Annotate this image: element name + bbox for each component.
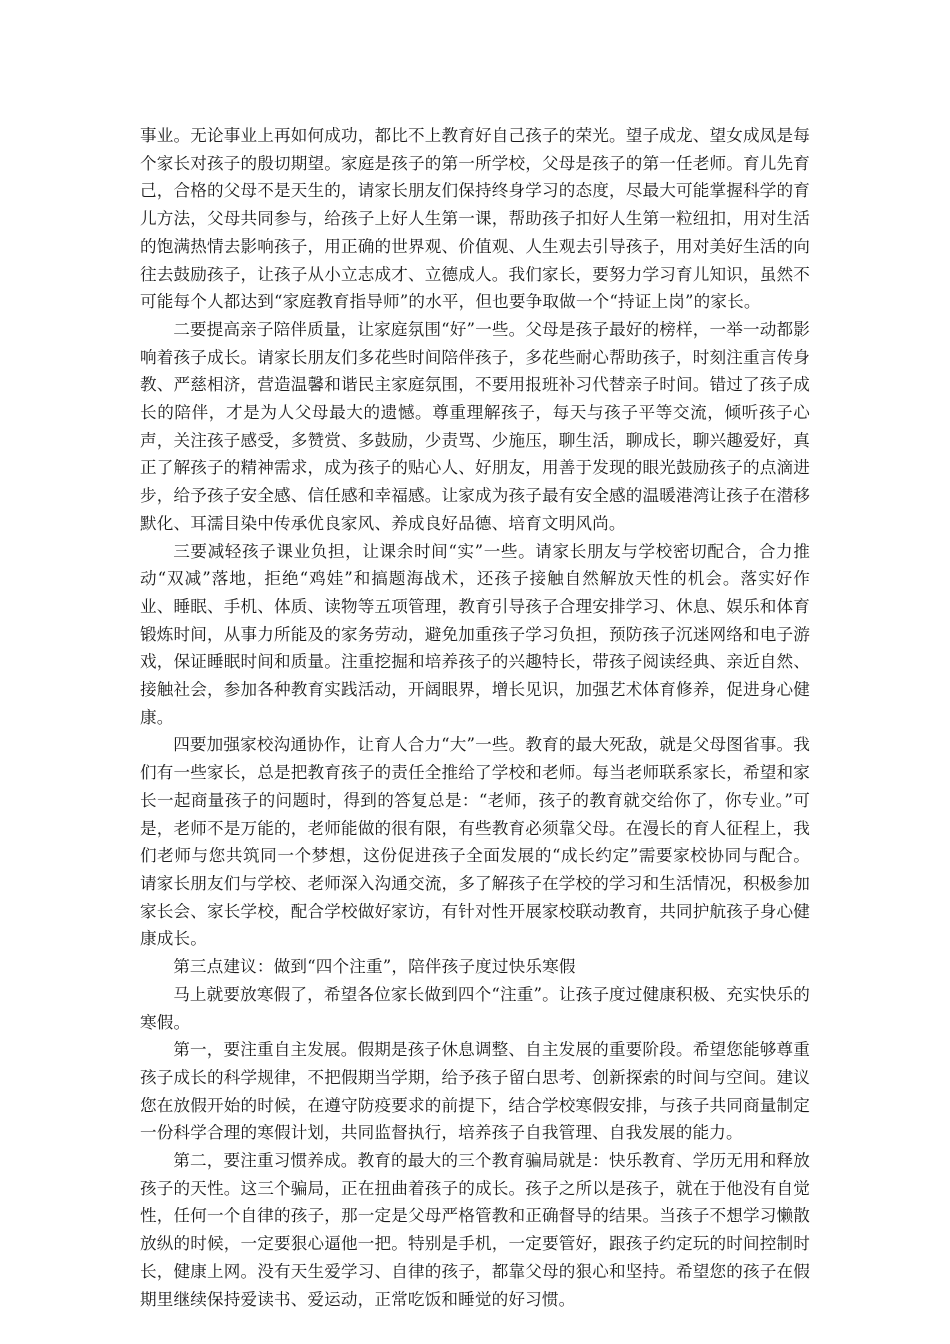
paragraph-6: 马上就要放寒假了，希望各位家长做到四个“注重”。让孩子度过健康积极、充实快乐的寒假。 [140,984,810,1032]
paragraph-8: 第二，要注重习惯养成。教育的最大的三个教育骗局就是：快乐教育、学历无用和释放孩子的天性。这三个骗局，正在扭曲着孩子的成长。孩子之所以是孩子，就在于他没有自觉性，任何一个自律的孩子，那一定是父母严格管教和正确督导的结果。当孩子不想学习懒散放纵的时候，一定要狠心逼他一把。特别是手机，一定要管好，跟孩子约定玩的时间控制时长，健康上网。没有天生爱学习、自律的孩子，都靠父母的狠心和坚持。希望您的孩子在假期里继续保持爱读书、爱运动，正常吃饭和睡觉的好习惯。 [140,1151,810,1309]
paragraph-2: 二要提高亲子陪伴质量，让家庭氛围“好”一些。父母是孩子最好的榜样，一举一动都影响着孩子成长。请家长朋友们多花些时间陪伴孩子，多花些耐心帮助孩子，时刻注重言传身教、严慈相济，营造温馨和谐民主家庭氛围，不要用报班补习代替亲子时间。错过了孩子成长的陪伴，才是为人父母最大的遗憾。尊重理解孩子，每天与孩子平等交流，倾听孩子心声，关注孩子感受，多赞赏、多鼓励，少责骂、少施压，聊生活，聊成长，聊兴趣爱好，真正了解孩子的精神需求，成为孩子的贴心人、好朋友，用善于发现的眼光鼓励孩子的点滴进步，给予孩子安全感、信任感和幸福感。让家成为孩子最有安全感的温暖港湾让孩子在潜移默化、耳濡目染中传承优良家风、养成良好品德、培育文明风尚。 [140,319,810,533]
paragraph-1: 事业。无论事业上再如何成功，都比不上教育好自己孩子的荣光。望子成龙、望女成凤是每个家长对孩子的殷切期望。家庭是孩子的第一所学校，父母是孩子的第一任老师。育儿先育己，合格的父母不是天生的，请家长朋友们保持终身学习的态度，尽最大可能掌握科学的育儿方法，父母共同参与，给孩子上好人生第一课，帮助孩子扣好人生第一粒纽扣，用对生活的饱满热情去影响孩子，用正确的世界观、价值观、人生观去引导孩子，用对美好生活的向往去鼓励孩子，让孩子从小立志成才、立德成人。我们家长，要努力学习育儿知识，虽然不可能每个人都达到“家庭教育指导师”的水平，但也要争取做一个“持证上岗”的家长。 [140,126,810,312]
paragraph-3: 三要减轻孩子课业负担，让课余时间“实”一些。请家长朋友与学校密切配合，合力推动“双减”落地，拒绝“鸡娃”和搞题海战术，还孩子接触自然解放天性的机会。落实好作业、睡眠、手机、体质、读物等五项管理，教育引导孩子合理安排学习、休息、娱乐和体育锻炼时间，从事力所能及的家务劳动，避免加重孩子学习负担，预防孩子沉迷网络和电子游戏，保证睡眠时间和质量。注重挖掘和培养孩子的兴趣特长，带孩子阅读经典、亲近自然、接触社会，参加各种教育实践活动，开阔眼界，增长见识，加强艺术体育修养，促进身心健康。 [140,541,810,727]
paragraph-7: 第一，要注重自主发展。假期是孩子休息调整、自主发展的重要阶段。希望您能够尊重孩子成长的科学规律，不把假期当学期，给予孩子留白思考、创新探索的时间与空间。建议您在放假开始的时候，在遵守防疫要求的前提下，结合学校寒假安排，与孩子共同商量制定一份科学合理的寒假计划，共同监督执行，培养孩子自我管理、自我发展的能力。 [140,1040,810,1143]
paragraph-4: 四要加强家校沟通协作，让育人合力“大”一些。教育的最大死敌，就是父母图省事。我们有一些家长，总是把教育孩子的责任全推给了学校和老师。每当老师联系家长，希望和家长一起商量孩子的问题时，得到的答复总是：“老师，孩子的教育就交给你了，你专业。”可是，老师不是万能的，老师能做的很有限，有些教育必须靠父母。在漫长的育人征程上，我们老师与您共筑同一个梦想，这份促进孩子全面发展的“成长约定”需要家校协同与配合。请家长朋友们与学校、老师深入沟通交流，多了解孩子在学校的学习和生活情况，积极参加家长会、家长学校，配合学校做好家访，有针对性开展家校联动教育，共同护航孩子身心健康成长。 [140,735,810,949]
document-body [140,122,810,1313]
section-heading: 第三点建议：做到“四个注重”，陪伴孩子度过快乐寒假 [173,957,576,977]
